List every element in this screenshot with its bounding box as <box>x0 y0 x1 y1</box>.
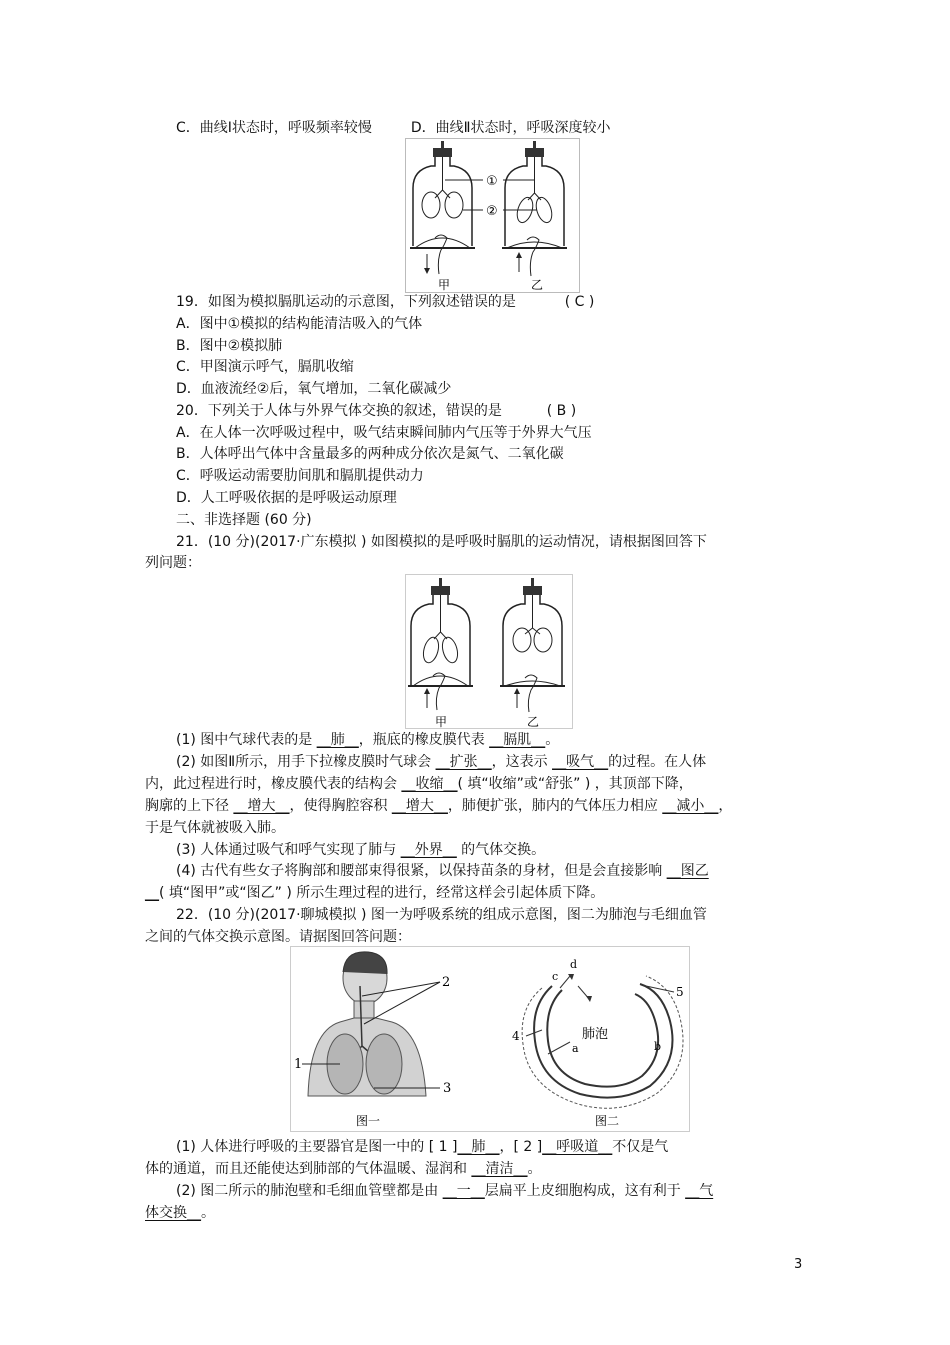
q20-option-c: C．呼吸运动需要肋间肌和膈肌提供动力 <box>176 468 424 484</box>
q19-stem: 19．如图为模拟膈肌运动的示意图，下列叙述错误的是 ( C ) <box>176 294 595 310</box>
page-number: 3 <box>794 1257 803 1272</box>
answer-contract: __收缩__ <box>401 776 458 792</box>
q21-part1: (1) 图中气球代表的是 __肺__，瓶底的橡皮膜代表 __膈肌__。 <box>176 732 560 748</box>
option-line-top <box>176 118 610 138</box>
label-2: ② <box>486 204 498 219</box>
bell-jar-figure-q19 <box>405 138 580 293</box>
fig1-caption: 图一 <box>356 1114 381 1128</box>
fig2-alveolus-label: 肺泡 <box>582 1027 609 1042</box>
answer-expand: __扩张__ <box>435 754 492 770</box>
answer-figure-yi: __图乙 <box>666 863 709 879</box>
q21-part4-line2: __( 填“图甲”或“图乙” ) 所示生理过程的进行，经常这样会引起体质下降。 <box>145 885 605 901</box>
fig2-label-5: 5 <box>676 985 684 999</box>
fig1-label-2: 2 <box>442 975 451 990</box>
answer-gas-exchange: __气 <box>685 1183 714 1199</box>
fig1-label-3: 3 <box>443 1081 452 1096</box>
fig2-label-c: c <box>552 970 559 983</box>
q21-caption-yi: 乙 <box>527 715 540 729</box>
answer-increase-2: __增大__ <box>391 798 448 814</box>
answer-lung: __肺__ <box>316 732 359 748</box>
q22-part1-line1: (1) 人体进行呼吸的主要器官是图一中的 [ 1 ]__肺__，[ 2 ]__呼吸道__不仅是气 <box>176 1139 669 1155</box>
q22-part2-line1: (2) 图二所示的肺泡壁和毛细血管壁都是由 __一__层扁平上皮细胞构成，这有利于 __气 <box>176 1183 714 1199</box>
q21-caption-jia: 甲 <box>435 715 448 729</box>
q19-option-a: A．图中①模拟的结构能清洁吸入的气体 <box>176 316 423 332</box>
answer-respiratory-tract: __呼吸道__ <box>542 1139 613 1155</box>
q20-option-d: D．人工呼吸依据的是呼吸运动原理 <box>176 490 397 506</box>
answer-increase-1: __增大__ <box>233 798 290 814</box>
answer-diaphragm: __膈肌__ <box>489 732 546 748</box>
q20-answer: ( B ) <box>546 403 577 419</box>
q22-stem-line2: 之间的气体交换示意图。请据图回答问题： <box>145 929 411 945</box>
answer-clean: __清洁__ <box>471 1161 528 1177</box>
q21-part2-line1: (2) 如图Ⅱ所示，用手下拉橡皮膜时气球会 __扩张__，这表示 __吸气__的过程。在人体 <box>176 754 707 770</box>
section-heading: 二、非选择题 (60 分) <box>176 512 312 528</box>
fig2-label-4: 4 <box>512 1029 520 1043</box>
answer-decrease: __减小__ <box>662 798 719 814</box>
caption-jia: 甲 <box>438 278 451 292</box>
fig2-label-a: a <box>572 1042 579 1055</box>
q19-option-b: B．图中②模拟肺 <box>176 338 283 354</box>
option-d-prev: D．曲线Ⅱ状态时，呼吸深度较小 <box>410 120 611 136</box>
q21-stem-line1: 21．(10 分)(2017·广东模拟 ) 如图模拟的是呼吸时膈肌的运动情况，请根据图回答下 <box>176 534 707 550</box>
caption-yi: 乙 <box>531 278 544 292</box>
q19-option-c: C．甲图演示呼气，膈肌收缩 <box>176 359 354 375</box>
fig2-caption: 图二 <box>595 1114 620 1128</box>
answer-one-layer: __一__ <box>442 1183 485 1199</box>
answer-lung-22: __肺__ <box>457 1139 500 1155</box>
answer-inhale: __吸气__ <box>552 754 609 770</box>
answer-outside: __外界__ <box>400 842 457 858</box>
q21-part4-line1: (4) 古代有些女子将胸部和腰部束得很紧，以保持苗条的身材，但是会直接影响 __图乙 <box>176 863 709 879</box>
respiratory-figures <box>290 946 690 1132</box>
q19-answer: ( C ) <box>564 294 595 310</box>
option-c-prev: C．曲线Ⅰ状态时，呼吸频率较慢 <box>176 120 372 136</box>
q21-part3: (3) 人体通过吸气和呼气实现了肺与 __外界__ 的气体交换。 <box>176 842 546 858</box>
q22-stem-line1: 22．(10 分)(2017·聊城模拟 ) 图一为呼吸系统的组成示意图，图二为肺泡与毛细血管 <box>176 907 707 923</box>
q21-stem-line2: 列问题： <box>145 555 201 571</box>
q21-part2-line2: 内，此过程进行时，橡皮膜代表的结构会 __收缩__( 填“收缩”或“舒张” ) ，其顶部下降， <box>145 776 693 792</box>
fig2-label-d: d <box>570 958 578 971</box>
q20-option-a: A．在人体一次呼吸过程中，吸气结束瞬间肺内气压等于外界大气压 <box>176 425 592 441</box>
fig1-label-1: 1 <box>294 1057 303 1072</box>
q21-part2-line3: 胸廓的上下径 __增大__，使得胸腔容积 __增大__，肺便扩张，肺内的气体压力相应 __减小__， <box>145 798 733 814</box>
fig2-label-b: b <box>654 1040 662 1053</box>
label-1: ① <box>486 174 498 189</box>
q20-stem: 20．下列关于人体与外界气体交换的叙述，错误的是 ( B ) <box>176 403 577 419</box>
q22-part2-line2: 体交换__。 <box>145 1205 215 1221</box>
q19-option-d: D．血液流经②后，氧气增加，二氧化碳减少 <box>176 381 452 397</box>
q21-part2-line4: 于是气体就被吸入肺。 <box>145 820 285 836</box>
q22-part1-line2: 体的通道，而且还能使达到肺部的气体温暖、湿润和 __清洁__。 <box>145 1161 542 1177</box>
q20-option-b: B．人体呼出气体中含量最多的两种成分依次是氮气、二氧化碳 <box>176 446 564 462</box>
bell-jar-figure-q21 <box>405 574 573 729</box>
